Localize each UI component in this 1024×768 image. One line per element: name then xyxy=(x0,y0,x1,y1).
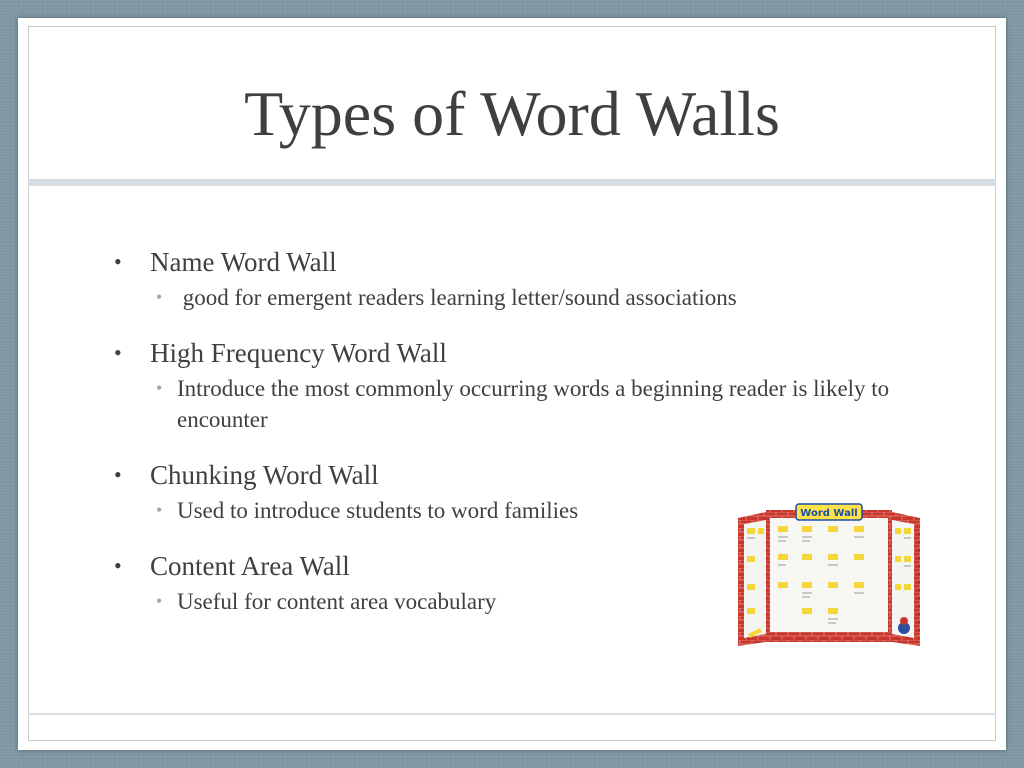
item-detail: good for emergent readers learning letter/sound associations xyxy=(177,285,737,310)
list-item xyxy=(110,335,930,435)
item-label: Name Word Wall xyxy=(150,247,337,277)
word-wall-board-image xyxy=(734,496,924,650)
item-label: Chunking Word Wall xyxy=(150,460,379,490)
bullet-icon: • xyxy=(114,553,122,578)
sub-bullet-icon: • xyxy=(156,500,163,520)
item-detail: Introduce the most commonly occurring words a beginning reader is likely to encounter xyxy=(177,376,890,432)
sub-bullet-icon: • xyxy=(156,287,163,307)
bullet-icon: • xyxy=(114,462,122,487)
list-item xyxy=(110,244,930,313)
sub-bullet-icon: • xyxy=(156,378,163,398)
item-label: High Frequency Word Wall xyxy=(150,338,447,368)
item-detail: Used to introduce students to word families xyxy=(177,498,579,523)
bullet-icon: • xyxy=(114,249,122,274)
banner-text: Word Wall xyxy=(800,508,858,519)
title-divider xyxy=(28,179,996,186)
bullet-icon: • xyxy=(114,340,122,365)
slide-title: Types of Word Walls xyxy=(244,78,780,149)
slide xyxy=(18,18,1006,750)
item-detail: Useful for content area vocabulary xyxy=(177,589,497,614)
sub-bullet-icon: • xyxy=(156,591,163,611)
footer-divider xyxy=(28,713,996,715)
item-label: Content Area Wall xyxy=(150,551,350,581)
